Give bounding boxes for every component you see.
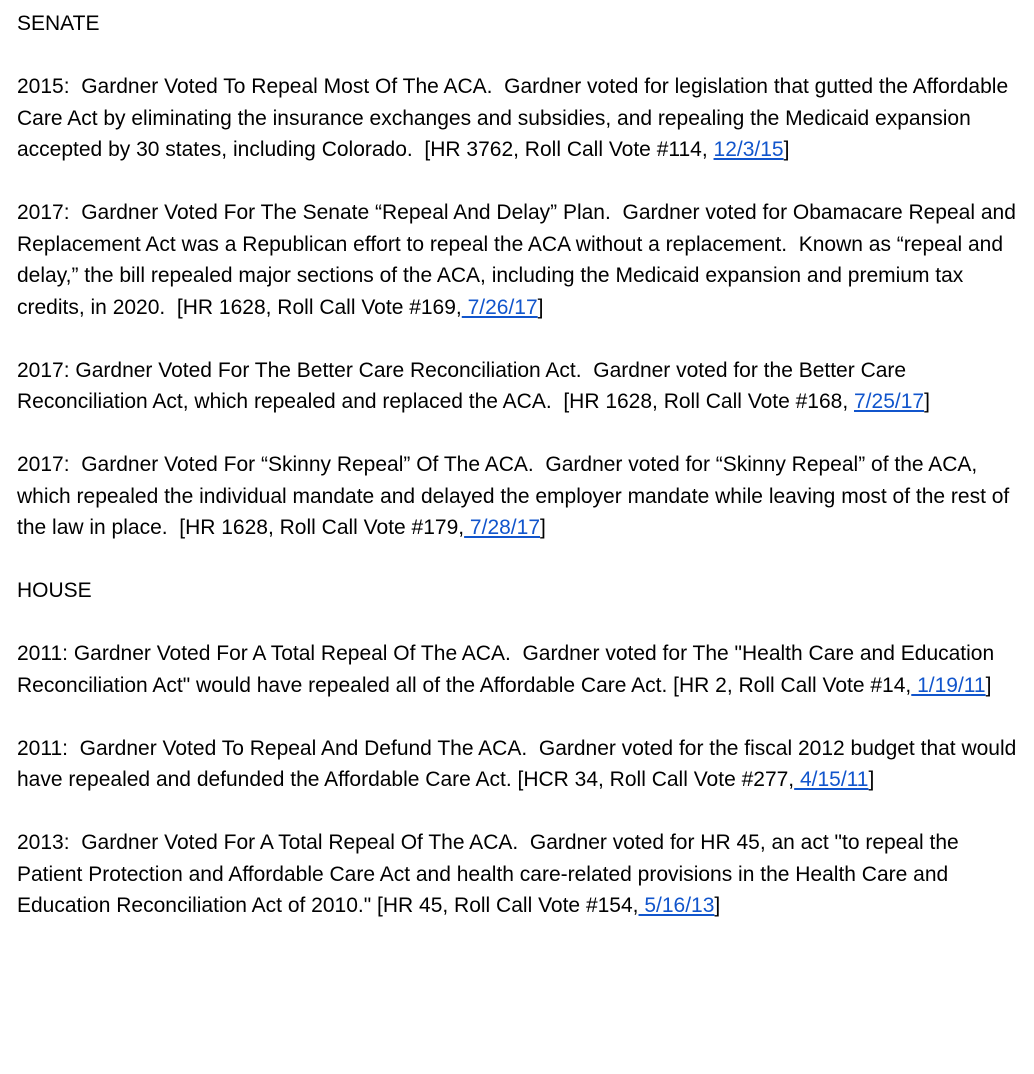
paragraph-text: ] — [783, 138, 790, 161]
vote-date-link[interactable]: 7/28/17 — [464, 516, 540, 539]
paragraph-text: 2017: Gardner Voted For The Better Care Reconciliation Act. Gardner voted for the Better Care Reconciliation Act, which repealed and replaced the ACA. [HR 1628, Roll Call Vote #168, — [17, 358, 912, 413]
paragraph-text: 2017: Gardner Voted For The Senate “Repeal And Delay” Plan. Gardner voted for Obamacare Repeal and Replacement Act was a Republican effort to repeal the ACA without a replacement. Known as “repeal and delay,” the bill repealed major sections of the ACA, including the Medicaid expansion and premium tax credits, in 2020. [HR 1628, Roll Call Vote #169, — [17, 201, 1022, 319]
vote-paragraph — [17, 449, 1018, 544]
vote-paragraph — [17, 71, 1018, 166]
paragraph-text: ] — [714, 894, 721, 917]
vote-date-link[interactable]: 4/15/11 — [794, 768, 869, 791]
vote-date-link[interactable]: 7/25/17 — [854, 390, 925, 413]
paragraph-text: ] — [868, 768, 875, 791]
vote-date-link[interactable]: 1/19/11 — [911, 673, 986, 697]
paragraph-text: ] — [985, 673, 992, 697]
paragraph-text: 2015: Gardner Voted To Repeal Most Of The ACA. Gardner voted for legislation that gutted the Affordable Care Act by eliminating the insurance exchanges and subsidies, and repealing the Medicaid expansion accepted by 30 states, including Colorado. [HR 3762, Roll Call Vote #114, — [17, 75, 1014, 161]
paragraph-text: 2013: Gardner Voted For A Total Repeal Of The ACA. Gardner voted for HR 45, an act "to repeal the Patient Protection and Affordable Care Act and health care-related provisions in the Health Care and Education Reconciliation Act of 2010." [HR 45, Roll Call Vote #154, — [17, 831, 965, 917]
paragraph-text: ] — [537, 295, 544, 319]
section-heading: SENATE — [17, 12, 100, 35]
vote-paragraph — [17, 638, 1018, 701]
vote-date-link[interactable]: 5/16/13 — [638, 894, 715, 917]
vote-paragraph — [17, 197, 1022, 323]
vote-paragraph — [17, 733, 1023, 796]
paragraph-text: 2017: Gardner Voted For “Skinny Repeal” Of The ACA. Gardner voted for “Skinny Repeal” of the ACA, which repealed the individual mandate and delayed the employer mandate while leaving most of the rest of the law in place. [HR 1628, Roll Call Vote #179, — [17, 453, 1016, 539]
section-heading: HOUSE — [17, 579, 92, 602]
paragraph-text: ] — [540, 516, 546, 539]
vote-paragraph — [17, 355, 1018, 418]
paragraph-text: 2011: Gardner Voted To Repeal And Defund The ACA. Gardner voted for the fiscal 2012 budget that would have repealed and defunded the Affordable Care Act. [HCR 34, Roll Call Vote #277, — [17, 736, 1023, 791]
vote-paragraph — [17, 827, 1018, 922]
paragraph-text: 2011: Gardner Voted For A Total Repeal Of The ACA. Gardner voted for The "Health Care and Education Reconciliation Act" would have repealed all of the Affordable Care Act. [HR 2, Roll Call Vote #14, — [17, 642, 1000, 697]
vote-date-link[interactable]: 7/26/17 — [461, 295, 538, 319]
paragraph-text: ] — [924, 390, 930, 413]
vote-date-link[interactable]: 12/3/15 — [713, 138, 784, 161]
